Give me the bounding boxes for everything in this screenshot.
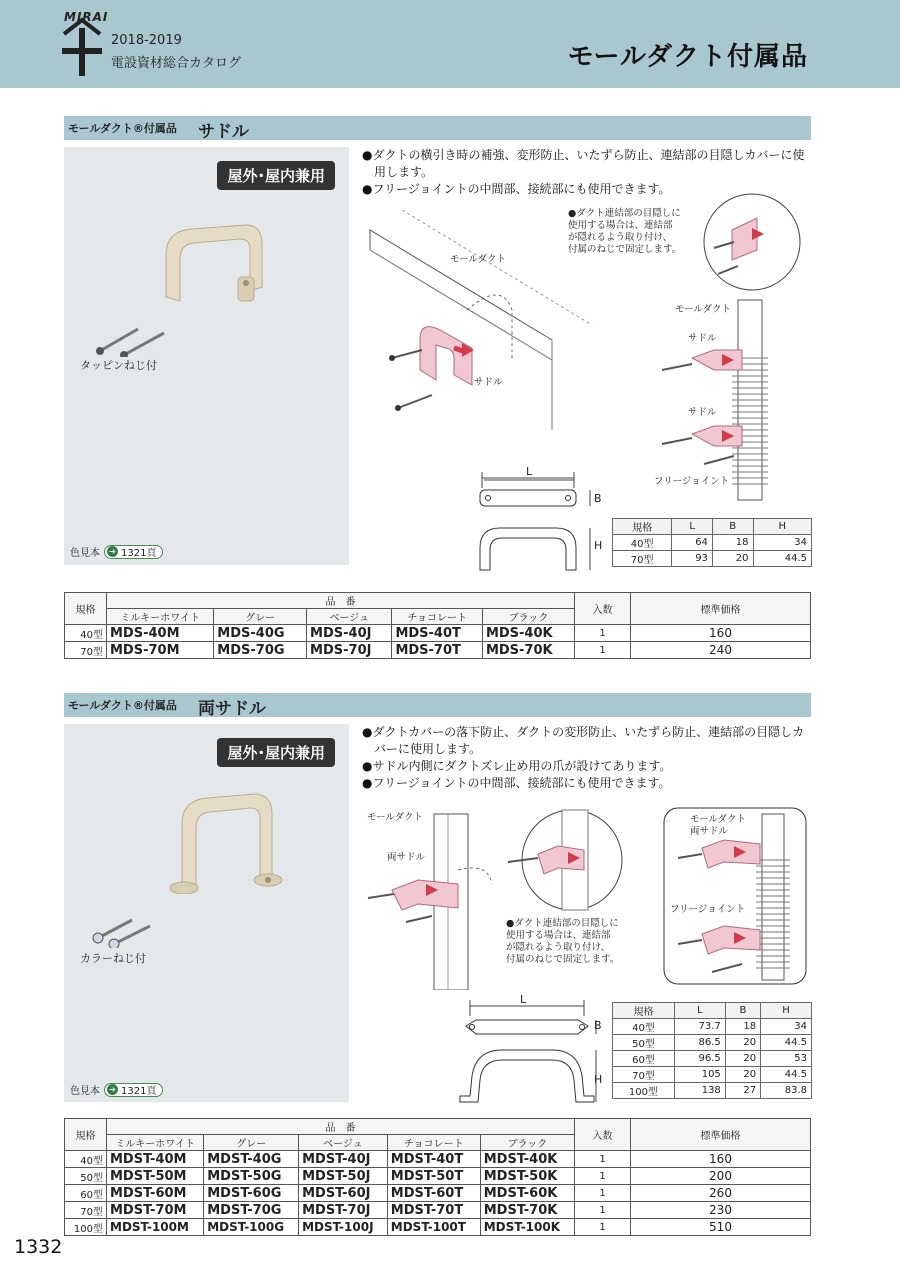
section-heading-sub: モールダクト®付属品: [68, 699, 177, 712]
table-row: 40型 73.7 18 34: [613, 1019, 812, 1035]
arrow-right-icon: ➔: [107, 1084, 118, 1095]
label-saddle: サドル: [474, 377, 503, 388]
table-row: 100型 MDST-100M MDST-100G MDST-100J MDST-100T MDST-100K 1 510: [65, 1219, 811, 1236]
table-row: 40型 MDS-40M MDS-40G MDS-40J MDS-40T MDS-40K 1 160: [65, 625, 811, 642]
feature-item: ●フリージョイントの中間部、接続部にも使用できます。: [362, 776, 671, 790]
color-ref-link[interactable]: [104, 545, 163, 559]
page-number: 1332: [14, 1236, 63, 1258]
label-saddle-3: サドル: [688, 407, 717, 418]
label-double-saddle: 両サドル: [387, 852, 426, 863]
label-free-joint: フリージョイント: [670, 904, 746, 915]
feature-item: ●ダクトの横引き時の補強、変形防止、いたずら防止、連結部の目隠しカバーに使用します。: [362, 148, 805, 179]
table-row: 70型 MDS-70M MDS-70G MDS-70J MDS-70T MDS-70K 1 240: [65, 642, 811, 659]
screw-caption: タッピンねじ付: [80, 359, 157, 372]
table-row: 100型 138 27 83.8: [613, 1083, 812, 1099]
screw-caption: カラーねじ付: [80, 952, 146, 965]
label-mall-duct: モールダクト: [450, 254, 507, 265]
dim-label-H: H: [594, 539, 603, 552]
product-table-saddle: 規格 品 番 入数 標準価格 ミルキーホワイト グレー ベージュ チョコレート ブラック 40型 MDS-40M MDS-40G MDS-40J MDS-40T MDS-40K 1 160 70型 MDS-70M MDS-70G MDS-70J MDS-70T MDS-70K 1 240: [64, 592, 811, 659]
table-header-row: 規格 L B H: [613, 1003, 812, 1019]
dim-label-H: H: [594, 1073, 603, 1086]
table-row: 40型 64 18 34: [613, 535, 812, 551]
logo-text: MIRAI: [64, 10, 109, 24]
color-ref-page: 1321頁: [121, 1086, 157, 1097]
arrow-right-icon: ➔: [107, 546, 118, 557]
section-heading-sub: モールダクト®付属品: [68, 122, 177, 135]
dim-label-B: B: [594, 492, 602, 505]
label-double-saddle-2: 両サドル: [690, 826, 729, 837]
saddle-product-icon: [154, 217, 274, 307]
feature-item: ●フリージョイントの中間部、接続部にも使用できます。: [362, 182, 671, 196]
color-ref-label: 色見本: [70, 1086, 100, 1097]
table-row: 70型 105 20 44.5: [613, 1067, 812, 1083]
double-saddle-product-icon: [168, 784, 288, 894]
catalog-year: 2018-2019: [111, 33, 182, 48]
color-ref-page: 1321頁: [121, 548, 157, 559]
mounting-note: ●ダクト連結部の目隠しに 使用する場合は、連結部 が隠れるよう取り付け、 付属のねじで固定します。: [506, 918, 620, 965]
table-row: 60型 MDST-60M MDST-60G MDST-60J MDST-60T MDST-60K 1 260: [65, 1185, 811, 1202]
feature-list-double-saddle: [362, 724, 812, 792]
mounting-note: ●ダクト連結部の目隠しに 使用する場合は、連結部 が隠れるよう取り付け、 付属のねじで固定します。: [568, 208, 682, 255]
double-saddle-dimension-sketch: [456, 993, 606, 1108]
section-heading-main: 両サドル: [198, 699, 266, 719]
usage-badge: 屋外･屋内兼用: [217, 161, 335, 190]
table-row: 70型 93 20 44.5: [613, 551, 812, 567]
color-sample-ref: [70, 544, 163, 559]
dim-label-B: B: [594, 1019, 602, 1032]
tapping-screw-icon: [94, 317, 174, 357]
label-mall-duct-2: モールダクト: [675, 304, 732, 315]
page-title: モールダクト付属品: [567, 42, 808, 72]
dim-label-L: L: [520, 993, 527, 1006]
saddle-dimension-sketch: [468, 465, 610, 580]
product-photo-saddle: [64, 147, 349, 565]
label-mall-duct: モールダクト: [367, 812, 424, 823]
catalog-name: 電設資材総合カタログ: [111, 56, 242, 71]
table-row: 70型 MDST-70M MDST-70G MDST-70J MDST-70T MDST-70K 1 230: [65, 1202, 811, 1219]
feature-item: ●ダクトカバーの落下防止、ダクトの変形防止、いたずら防止、連結部の目隠しカバーに使用します。: [362, 725, 805, 756]
product-photo-double-saddle: [64, 724, 349, 1102]
label-mall-duct-2: モールダクト: [690, 814, 747, 825]
table-row: 50型 MDST-50M MDST-50G MDST-50J MDST-50T MDST-50K 1 200: [65, 1168, 811, 1185]
label-free-joint: フリージョイント: [654, 476, 730, 487]
section-heading-main: サドル: [198, 122, 249, 142]
feature-item: ●サドル内側にダクトズレ止め用の爪が設けてあります。: [362, 759, 672, 773]
table-row: 40型 MDST-40M MDST-40G MDST-40J MDST-40T MDST-40K 1 160: [65, 1151, 811, 1168]
dim-label-L: L: [526, 465, 533, 478]
usage-badge: 屋外･屋内兼用: [217, 738, 335, 767]
table-row: 60型 96.5 20 53: [613, 1051, 812, 1067]
dimension-table-saddle: [612, 518, 812, 567]
section-heading-double-saddle: [64, 693, 811, 717]
label-saddle-2: サドル: [688, 333, 717, 344]
color-screw-icon: [88, 908, 168, 948]
color-ref-label: 色見本: [70, 548, 100, 559]
product-table-double-saddle: 規格 品 番 入数 標準価格 ミルキーホワイト グレー ベージュ チョコレート ブラック 40型 MDST-40M MDST-40G MDST-40J MDST-40T MDST-40K 1 160 50型 MDST-50M MDST-50G MDST-50J MDST-50T MDST-50K 1 200 60型 MDST-60M MDST-60G MDST-60J MDST-60T MDST-60K 1 260 70型 MDST-70M MDST-70G MDST-70J MDST-70T MDST-70K 1 230 100型 MDST-100M MDST-100G MDST-100J MDST-100T MDST-100K 1 510: [64, 1118, 811, 1236]
color-ref-link[interactable]: [104, 1083, 163, 1097]
color-sample-ref: [70, 1082, 163, 1097]
table-header-row: 規格 L B H: [613, 519, 812, 535]
table-row: 50型 86.5 20 44.5: [613, 1035, 812, 1051]
section-heading-saddle: [64, 116, 811, 140]
dimension-table-double-saddle: [612, 1002, 812, 1099]
